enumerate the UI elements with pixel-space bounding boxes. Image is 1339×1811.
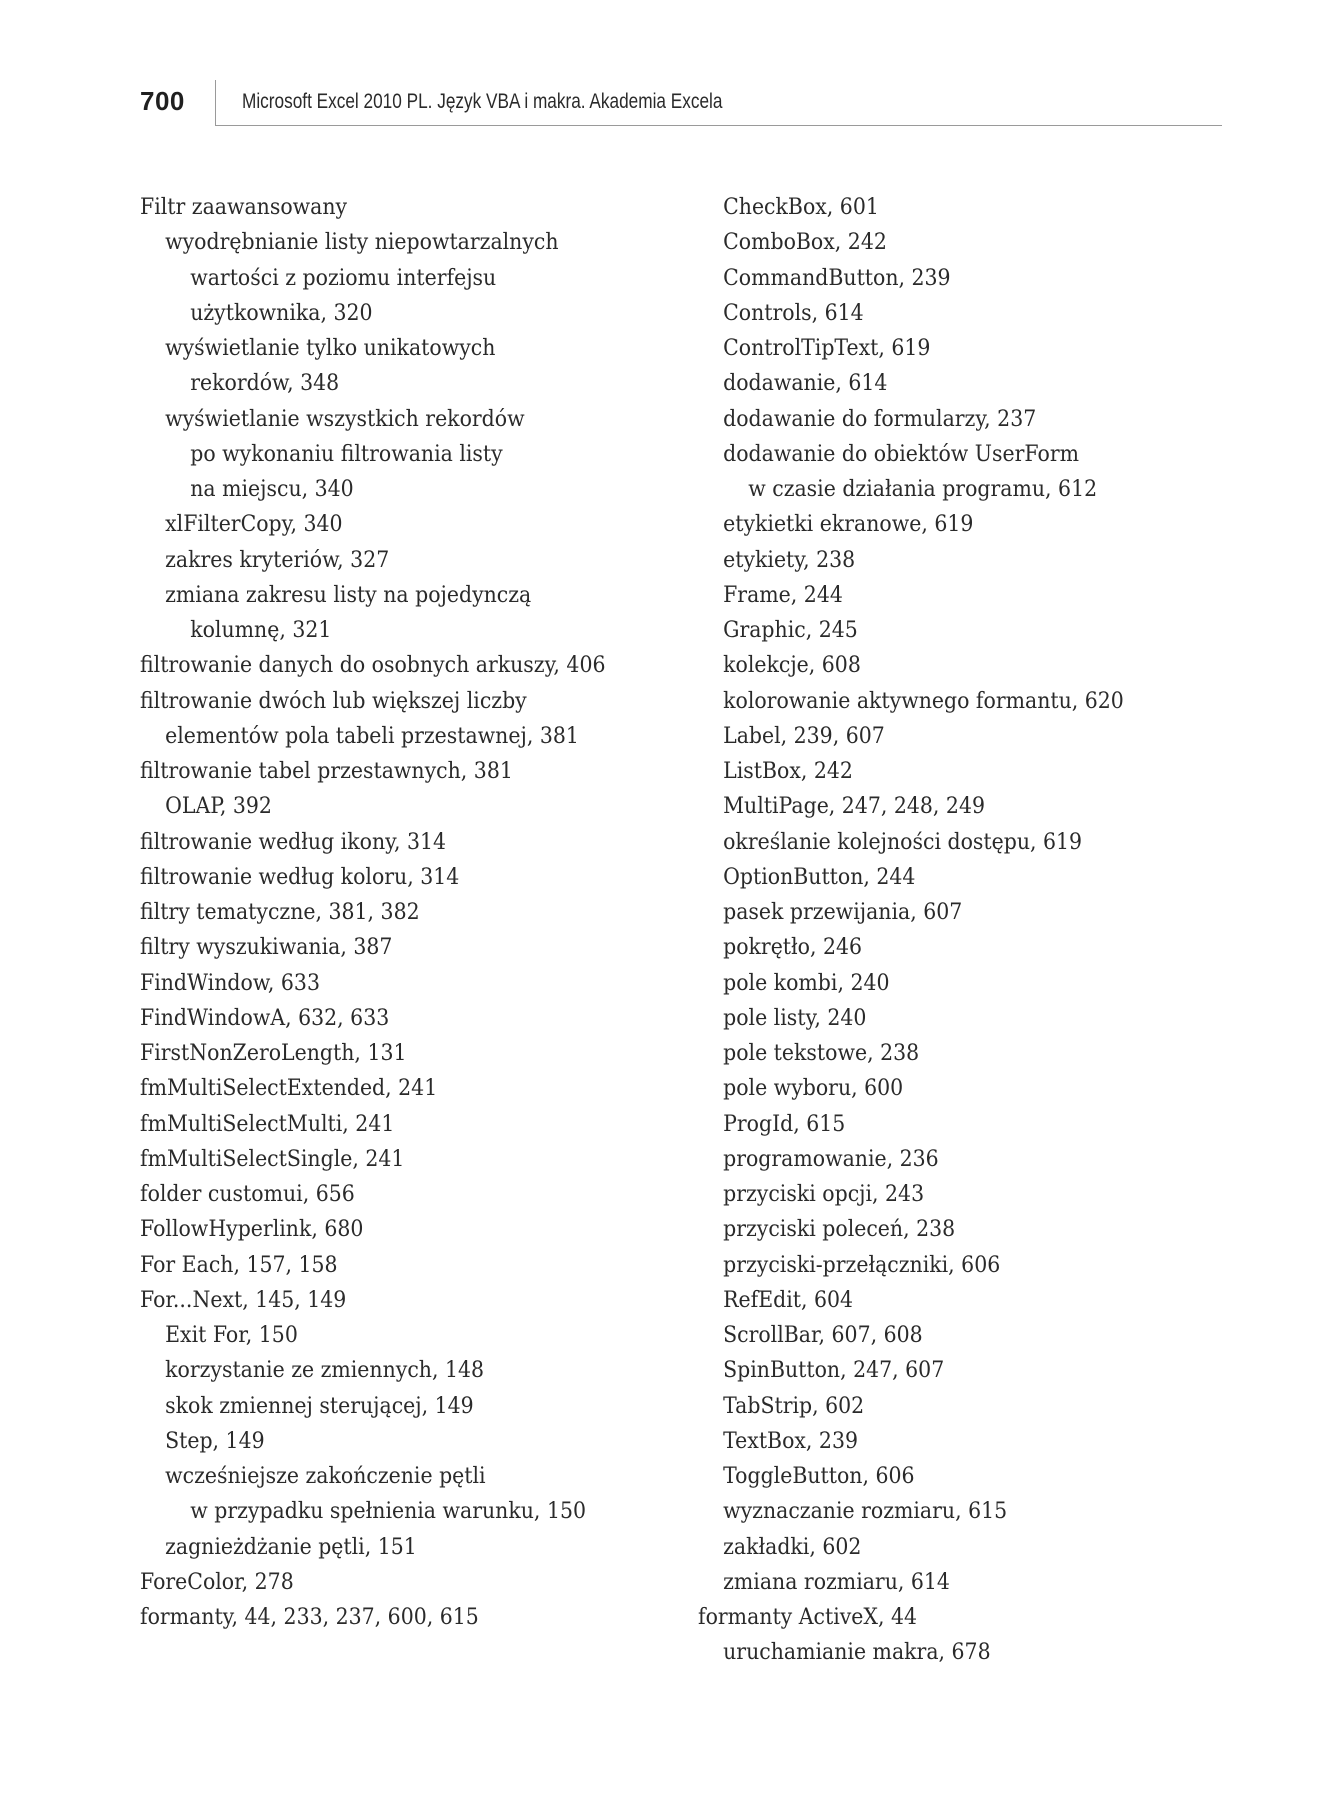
index-entry: pole wyboru, 600 bbox=[723, 1076, 904, 1102]
index-entry: ListBox, 242 bbox=[723, 759, 853, 784]
index-entry: pokrętło, 246 bbox=[723, 935, 863, 961]
index-entry: CheckBox, 601 bbox=[723, 195, 879, 220]
index-entry: For...Next, 145, 149 bbox=[140, 1287, 347, 1313]
index-entry: folder customui, 656 bbox=[140, 1182, 355, 1207]
running-header bbox=[140, 80, 1222, 126]
index-column-left bbox=[140, 190, 700, 1635]
index-entry: FindWindow, 633 bbox=[140, 970, 320, 996]
index-entry: w czasie działania programu, 612 bbox=[748, 477, 1098, 502]
index-entry: fmMultiSelectExtended, 241 bbox=[140, 1076, 438, 1102]
index-entry: Label, 239, 607 bbox=[723, 723, 885, 749]
index-entry: filtrowanie według ikony, 314 bbox=[140, 829, 447, 855]
index-entry: uruchamianie makra, 678 bbox=[723, 1640, 991, 1666]
index-entry: dodawanie do formularzy, 237 bbox=[723, 406, 1037, 432]
index-entry: filtry tematyczne, 381, 382 bbox=[140, 900, 420, 925]
index-entry: Step, 149 bbox=[165, 1428, 265, 1454]
index-entry: określanie kolejności dostępu, 619 bbox=[723, 829, 1083, 855]
index-column-right bbox=[698, 190, 1258, 1671]
header-vertical-rule bbox=[215, 80, 216, 126]
index-entry: TextBox, 239 bbox=[723, 1428, 858, 1454]
index-entry: zakładki, 602 bbox=[723, 1534, 862, 1560]
index-entry: korzystanie ze zmiennych, 148 bbox=[165, 1358, 485, 1384]
index-entry: etykietki ekranowe, 619 bbox=[723, 512, 974, 538]
index-entry: kolekcje, 608 bbox=[723, 653, 861, 679]
index-entry: FollowHyperlink, 680 bbox=[140, 1217, 364, 1243]
index-entry: filtrowanie danych do osobnych arkuszy, 406 bbox=[140, 653, 606, 679]
index-entry: wyznaczanie rozmiaru, 615 bbox=[723, 1499, 1008, 1525]
index-entry: przyciski poleceń, 238 bbox=[723, 1217, 956, 1243]
index-entry: FirstNonZeroLength, 131 bbox=[140, 1041, 407, 1066]
index-entry: filtrowanie dwóch lub większej liczby bbox=[140, 688, 527, 714]
index-entry: elementów pola tabeli przestawnej, 381 bbox=[165, 723, 579, 749]
index-entry: zmiana zakresu listy na pojedynczą bbox=[165, 582, 532, 608]
index-entry: skok zmiennej sterującej, 149 bbox=[165, 1393, 474, 1419]
index-entry: programowanie, 236 bbox=[723, 1146, 939, 1172]
index-entry: wyświetlanie wszystkich rekordów bbox=[165, 406, 525, 432]
index-entry: FindWindowA, 632, 633 bbox=[140, 1005, 390, 1031]
index-entry: ProgId, 615 bbox=[723, 1111, 846, 1137]
index-entry: TabStrip, 602 bbox=[723, 1393, 865, 1419]
index-entry: fmMultiSelectMulti, 241 bbox=[140, 1111, 395, 1137]
header-horizontal-rule bbox=[215, 125, 1222, 126]
index-entry: CommandButton, 239 bbox=[723, 265, 951, 291]
index-entry: pole kombi, 240 bbox=[723, 970, 890, 996]
index-entry: zakres kryteriów, 327 bbox=[165, 547, 390, 573]
index-entry: For Each, 157, 158 bbox=[140, 1252, 338, 1278]
index-entry: filtrowanie według koloru, 314 bbox=[140, 864, 460, 890]
index-entry: fmMultiSelectSingle, 241 bbox=[140, 1146, 405, 1172]
index-entry: wartości z poziomu interfejsu bbox=[190, 265, 497, 291]
index-entry: przyciski-przełączniki, 606 bbox=[723, 1252, 1001, 1278]
index-entry: użytkownika, 320 bbox=[190, 300, 373, 326]
index-entry: OptionButton, 244 bbox=[723, 864, 916, 890]
index-entry: wyodrębnianie listy niepowtarzalnych bbox=[165, 230, 559, 256]
index-entry: pole listy, 240 bbox=[723, 1005, 867, 1031]
index-entry: po wykonaniu filtrowania listy bbox=[190, 441, 503, 467]
index-entry: rekordów, 348 bbox=[190, 371, 340, 397]
index-entry: etykiety, 238 bbox=[723, 547, 856, 573]
index-entry: dodawanie do obiektów UserForm bbox=[723, 441, 1080, 467]
index-entry: pasek przewijania, 607 bbox=[723, 900, 963, 925]
index-entry: kolorowanie aktywnego formantu, 620 bbox=[723, 688, 1124, 714]
index-entry: ComboBox, 242 bbox=[723, 230, 887, 256]
book-title: Microsoft Excel 2010 PL. Język VBA i makra. Akademia Excela bbox=[242, 90, 723, 113]
index-entry: Graphic, 245 bbox=[723, 618, 858, 643]
index-entry: SpinButton, 247, 607 bbox=[723, 1358, 945, 1384]
index-entry: wyświetlanie tylko unikatowych bbox=[165, 336, 496, 361]
index-entry: przyciski opcji, 243 bbox=[723, 1182, 925, 1207]
index-entry: ScrollBar, 607, 608 bbox=[723, 1323, 923, 1348]
index-entry: wcześniejsze zakończenie pętli bbox=[165, 1464, 486, 1489]
index-entry: dodawanie, 614 bbox=[723, 371, 888, 397]
index-entry: ControlTipText, 619 bbox=[723, 336, 931, 361]
index-entry: MultiPage, 247, 248, 249 bbox=[723, 794, 985, 820]
index-entry: OLAP, 392 bbox=[165, 794, 272, 820]
index-entry: formanty, 44, 233, 237, 600, 615 bbox=[140, 1605, 479, 1630]
index-entry: Filtr zaawansowany bbox=[140, 195, 348, 220]
index-entry: zmiana rozmiaru, 614 bbox=[723, 1569, 950, 1595]
index-entry: filtry wyszukiwania, 387 bbox=[140, 935, 393, 961]
index-entry: Controls, 614 bbox=[723, 300, 864, 326]
index-entry: Frame, 244 bbox=[723, 582, 843, 608]
index-entry: ForeColor, 278 bbox=[140, 1569, 294, 1595]
index-entry: formanty ActiveX, 44 bbox=[698, 1605, 918, 1630]
index-entry: Exit For, 150 bbox=[165, 1323, 298, 1348]
index-entry: kolumnę, 321 bbox=[190, 618, 332, 643]
index-entry: zagnieżdżanie pętli, 151 bbox=[165, 1534, 417, 1560]
index-entry: pole tekstowe, 238 bbox=[723, 1041, 920, 1066]
index-entry: w przypadku spełnienia warunku, 150 bbox=[190, 1499, 586, 1525]
index-entry: xlFilterCopy, 340 bbox=[165, 512, 343, 538]
index-entry: na miejscu, 340 bbox=[190, 477, 354, 502]
index-entry: ToggleButton, 606 bbox=[723, 1464, 915, 1489]
index-entry: RefEdit, 604 bbox=[723, 1287, 854, 1313]
index-entry: filtrowanie tabel przestawnych, 381 bbox=[140, 759, 513, 784]
page-number: 700 bbox=[140, 86, 185, 116]
